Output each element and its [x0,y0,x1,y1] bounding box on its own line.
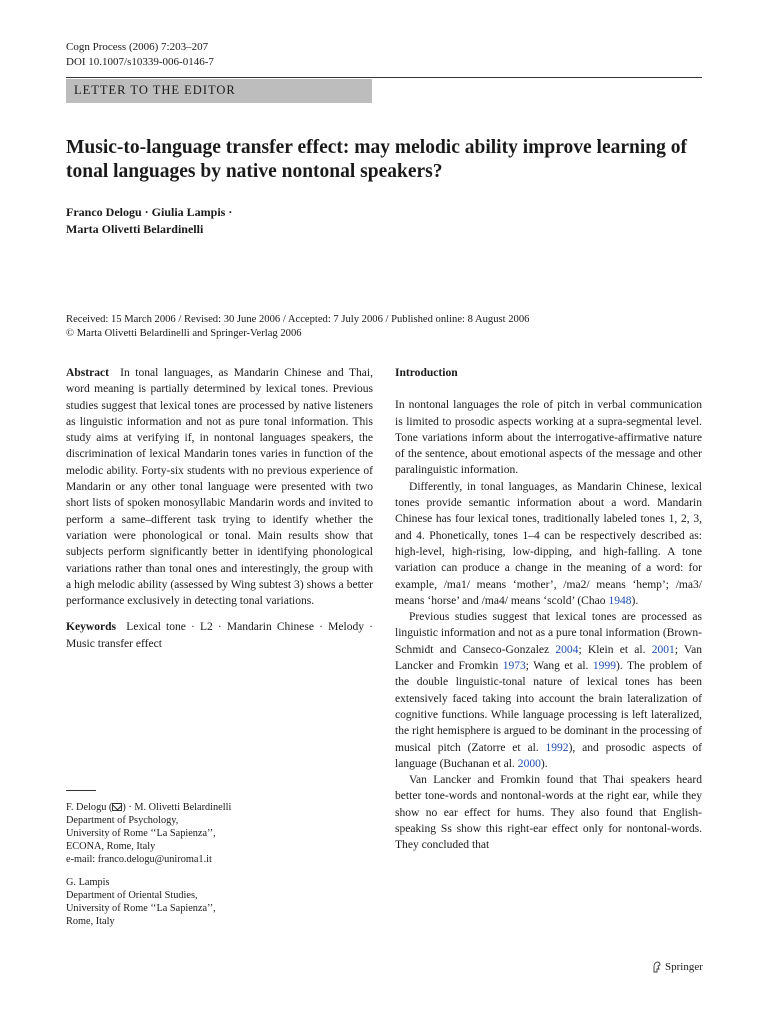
intro-paragraph-2 [395,479,702,609]
journal-citation: Cogn Process (2006) 7:203–207 [66,41,209,53]
journal-header [66,40,214,70]
abstract-label: Abstract [66,367,109,379]
affiliation-1-coauthor: ) · M. Olivetti Belardinelli [122,802,232,813]
affiliation-1-univ: University of Rome ‘‘La Sapienza’’, [66,828,216,839]
citation-link[interactable]: 2001 [651,643,675,656]
intro-p3-f: ), and prosodic aspects of language (Buchanan et al. [395,741,702,770]
keywords [66,619,373,652]
springer-horse-icon [652,961,662,973]
intro-paragraph-1: In nontonal languages the role of pitch in verbal communication is limited to prosodic aspects working at a supra-segmental level. Tone variations inform about the interrogative-affirmative nature of the sentence, about emotional aspects of the message and other paralinguistic information. [395,399,702,477]
intro-p3-c: ; Van Lancker and Fromkin [395,643,702,673]
affiliation-2-city: Rome, Italy [66,916,115,927]
left-column [66,365,373,652]
intro-p2-end: ). [631,594,639,607]
affiliation-1-email[interactable]: e-mail: franco.delogu@uniroma1.it [66,854,212,865]
citation-link[interactable]: 2000 [517,757,541,770]
keywords-text: Lexical tone · L2 · Mandarin Chinese · Melody · Music transfer effect [66,621,373,650]
intro-paragraph-3 [395,609,702,772]
publication-dates [66,313,706,341]
intro-p2-text: Differently, in tonal languages, as Mandarin Chinese, lexical tones provide semantic information about a word. Mandarin Chinese has four lexical tones, traditionally labeled tones 1, 2, 3, and 4. Phonetically, tones 1–4 can be respectively described as: high-level, high-rising, low-dipping, and high-falling. A tone variation can produce a change in the meaning of a word: for example, /ma1/ means ‘mother’, /ma2/ means ‘hemp’; /ma3/ means ‘horse’ and /ma4/ means ‘scold’ (Chao [395,480,702,607]
publisher-name: Springer [665,961,703,973]
author-list [66,204,466,238]
introduction-heading: Introduction [395,367,458,379]
right-column [395,365,702,854]
intro-p3-b: ; Klein et al. [578,643,652,656]
affiliation-1-dept: Department of Psychology, [66,815,179,826]
section-banner-label: LETTER TO THE EDITOR [74,83,236,97]
authors-line-2: Marta Olivetti Belardinelli [66,222,204,236]
citation-link[interactable]: 2004 [555,643,579,656]
intro-p3-d: ; Wang et al. [525,660,593,673]
citation-link[interactable]: 1992 [545,741,569,754]
citation-link[interactable]: 1973 [502,660,526,673]
affiliation-rule [66,790,96,791]
journal-doi: DOI 10.1007/s10339-006-0146-7 [66,56,214,68]
intro-p3-e: ). The problem of the double linguistic-tonal nature of lexical tones has been extensively faced taking into account the brain lateralization of cognitive functions. While language processing is left lateralized, the right hemisphere is argued to be dominant in the processing of musical pitch (Zatorre et al. [395,660,703,754]
affiliation-2 [66,876,373,928]
envelope-icon [112,803,122,811]
abstract [66,365,373,609]
affiliation-1-city: ECONA, Rome, Italy [66,841,156,852]
dates-line: Received: 15 March 2006 / Revised: 30 June 2006 / Accepted: 7 July 2006 / Published online: 8 August 2006 [66,314,530,325]
citation-link[interactable]: 1999 [592,660,616,673]
publisher-mark [652,961,703,973]
affiliation-2-dept: Department of Oriental Studies, [66,890,198,901]
authors-line-1: Franco Delogu · Giulia Lampis · [66,205,233,219]
header-rule [66,77,702,78]
affiliation-2-name: G. Lampis [66,877,110,888]
affiliation-2-univ: University of Rome ‘‘La Sapienza’’, [66,903,216,914]
affiliation-1-name: F. Delogu ( [66,802,113,813]
intro-p3-g: ). [540,757,548,770]
intro-paragraph-4: Van Lancker and Fromkin found that Thai speakers heard better tone-words and nontonal-words at the right ear, while they show no ear effect for hums. They also found that English-speaking Ss show this right-ear effect only for nontonal-words. They concluded that [395,774,702,852]
affiliation-1 [66,801,373,866]
keywords-label: Keywords [66,621,117,634]
intro-p3-a: Previous studies suggest that lexical tones are processed as linguistic information and not as a pure tonal information (Brown-Schmidt and Canseco-Gonzalez [395,611,702,656]
copyright-line: © Marta Olivetti Belardinelli and Springer-Verlag 2006 [66,328,302,339]
article-title: Music-to-language transfer effect: may melodic ability improve learning of tonal languages by native nontonal speakers? [66,137,687,182]
abstract-text: In tonal languages, as Mandarin Chinese and Thai, word meaning is partially determined by lexical tones. Previous studies suggest that lexical tones are processed by native listeners as linguistic information and not as pure tonal information. This study aims at verifying if, in nontonal languages speakers, the discrimination of lexical Mandarin tones varies in function of the melodic ability. Forty-six students with no previous experience of Mandarin or any other tonal language were presented with two short lists of spoken monosyllabic Mandarin words and invited to perform a same–different task trying to identify whether the variation were phonological or tonal. Main results show that subjects perform significantly better in identifying phonological variations rather than tonal ones and interestingly, the group with a high melodic ability (assessed by Wing subtest 3) shows a better performance exclusively in detecting tonal variations. [66,367,373,608]
affiliations [66,801,373,938]
section-banner [66,79,372,103]
citation-link[interactable]: 1948 [608,594,632,607]
